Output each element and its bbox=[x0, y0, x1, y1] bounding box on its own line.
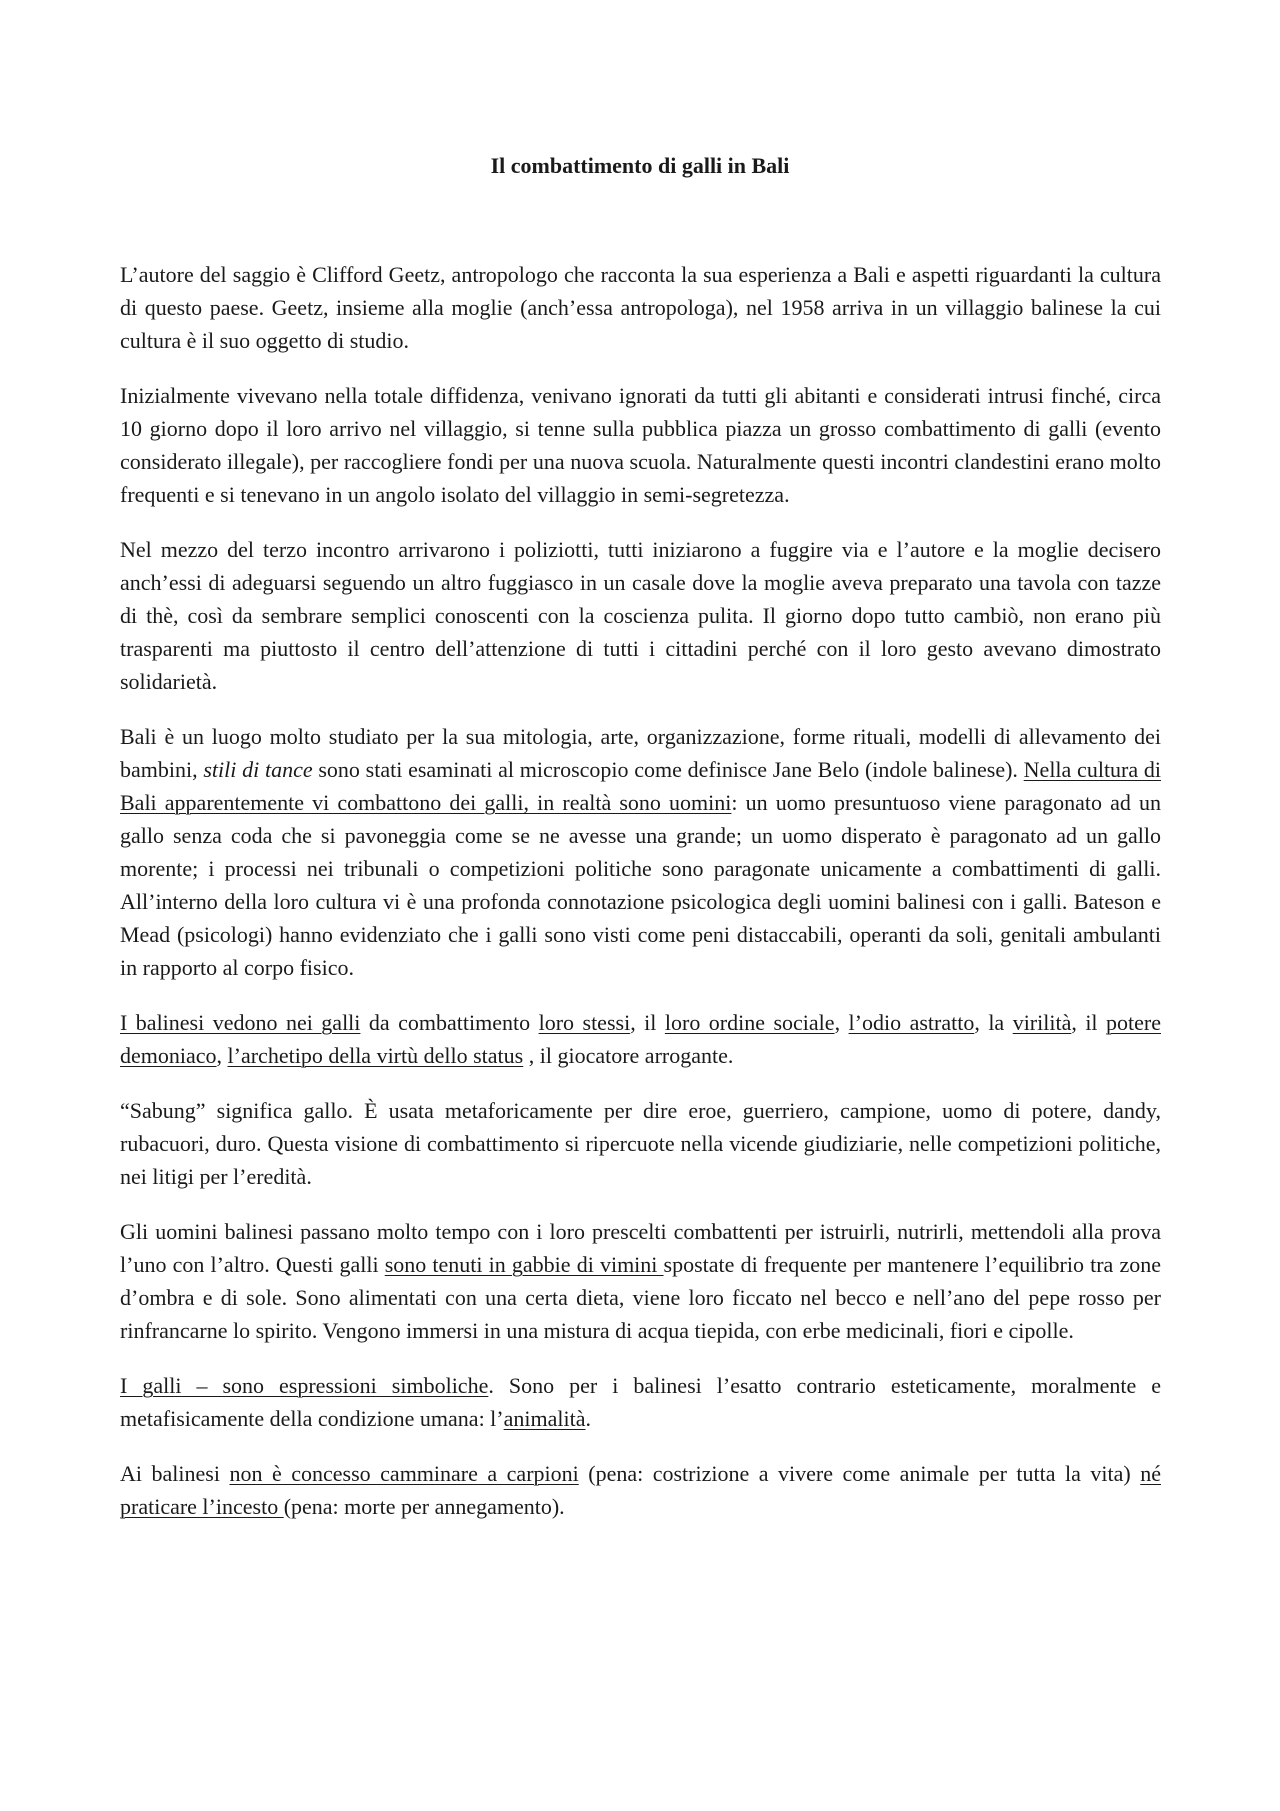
underlined-text: animalità bbox=[503, 1406, 586, 1431]
underlined-text: loro stessi bbox=[538, 1010, 631, 1035]
paragraph bbox=[120, 1457, 1161, 1523]
text-segment: , il giocatore arrogante. bbox=[523, 1043, 734, 1068]
paragraph bbox=[120, 258, 1161, 357]
text-segment: (pena: costrizione a vivere come animale per tutta la vita) bbox=[578, 1461, 1141, 1486]
italic-text: stili di tance bbox=[203, 757, 313, 782]
underlined-text: potere demoniaco bbox=[120, 1010, 1161, 1068]
underlined-text: l’odio astratto bbox=[848, 1010, 975, 1035]
text-segment: L’autore del saggio è Clifford Geetz, antropologo che racconta la sua esperienza a Bali e aspetti riguardanti la cultura di questo paese. Geetz, insieme alla moglie (anch’essa antropologa), nel 1958 arriva in un villaggio balinese la cui cultura è il suo oggetto di studio. bbox=[120, 262, 1161, 353]
text-segment: Nel mezzo del terzo incontro arrivarono i poliziotti, tutti iniziarono a fuggire via e l’autore e la moglie decisero anch’essi di adeguarsi seguendo un altro fuggiasco in un casale dove la moglie aveva preparato una tavola con tazze di thè, così da sembrare semplici conoscenti con la coscienza pulita. Il giorno dopo tutto cambiò, non erano più trasparenti ma piuttosto il centro dell’attenzione di tutti i cittadini perché con il loro gesto avevano dimostrato solidarietà. bbox=[120, 537, 1161, 694]
underlined-text: virilità bbox=[1012, 1010, 1072, 1035]
paragraph bbox=[120, 379, 1161, 511]
paragraph bbox=[120, 1215, 1161, 1347]
text-segment: Ai balinesi bbox=[120, 1461, 230, 1486]
text-segment: (pena: morte per annegamento). bbox=[283, 1494, 565, 1519]
paragraph bbox=[120, 1006, 1161, 1072]
text-segment: , bbox=[834, 1010, 849, 1035]
text-segment: da combattimento bbox=[360, 1010, 539, 1035]
text-segment: “Sabung” significa gallo. È usata metaforicamente per dire eroe, guerriero, campione, uomo di potere, dandy, rubacuori, duro. Questa visione di combattimento si ripercuote nella vicende giudiziarie, nelle competizioni politiche, nei litigi per l’eredità. bbox=[120, 1098, 1161, 1189]
underlined-text: Nella cultura di Bali apparentemente vi combattono dei galli, in realtà sono uomini bbox=[120, 757, 1162, 815]
text-segment: sono stati esaminati al microscopio come definisce Jane Belo (indole balinese). bbox=[312, 757, 1024, 782]
text-segment: Gli uomini balinesi passano molto tempo con i loro prescelti combattenti per istruirli, nutrirli, mettendoli alla prova l’uno con l’altro. Questi galli bbox=[120, 1219, 1161, 1277]
text-segment: : un uomo presuntuoso viene paragonato ad un gallo senza coda che si pavoneggia come se ne avesse una grande; un uomo disperato è paragonato ad un gallo morente; i processi nei tribunali o competizioni politiche sono paragonate unicamente a combattimenti di galli. All’interno della loro cultura vi è una profonda connotazione psicologica degli uomini balinesi con i galli. Bateson e Mead (psicologi) hanno evidenziato che i galli sono visti come peni distaccabili, operanti da soli, genitali ambulanti in rapporto al corpo fisico. bbox=[120, 790, 1161, 980]
document-body bbox=[120, 258, 1161, 1545]
underlined-text: né praticare l’incesto bbox=[120, 1461, 1161, 1519]
underlined-text: non è concesso camminare a carpioni bbox=[229, 1461, 579, 1486]
underlined-text: sono tenuti in gabbie di vimini bbox=[384, 1252, 664, 1277]
text-segment: , il bbox=[1071, 1010, 1107, 1035]
underlined-text: I galli – sono espressioni simboliche bbox=[120, 1373, 489, 1398]
text-segment: , il bbox=[630, 1010, 665, 1035]
paragraph bbox=[120, 533, 1161, 698]
text-segment: Inizialmente vivevano nella totale diffidenza, venivano ignorati da tutti gli abitanti e considerati intrusi finché, circa 10 giorno dopo il loro arrivo nel villaggio, si tenne sulla pubblica piazza un grosso combattimento di galli (evento considerato illegale), per raccogliere fondi per una nuova scuola. Naturalmente questi incontri clandestini erano molto frequenti e si tenevano in un angolo isolato del villaggio in semi-segretezza. bbox=[120, 383, 1161, 507]
paragraph bbox=[120, 1369, 1161, 1435]
document-title: Il combattimento di galli in Bali bbox=[490, 153, 790, 178]
text-segment: . Sono per i balinesi l’esatto contrario esteticamente, moralmente e metafisicamente della condizione umana: l’ bbox=[120, 1373, 1161, 1431]
underlined-text: I balinesi vedono nei galli bbox=[120, 1010, 361, 1035]
text-segment: . bbox=[585, 1406, 591, 1431]
text-segment: Bali è un luogo molto studiato per la sua mitologia, arte, organizzazione, forme rituali, modelli di allevamento dei bambini, bbox=[120, 724, 1161, 782]
text-segment: , bbox=[216, 1043, 228, 1068]
paragraph bbox=[120, 720, 1161, 984]
paragraph bbox=[120, 1094, 1161, 1193]
underlined-text: l’archetipo della virtù dello status bbox=[227, 1043, 524, 1068]
underlined-text: loro ordine sociale bbox=[664, 1010, 835, 1035]
text-segment: , la bbox=[974, 1010, 1013, 1035]
text-segment: spostate di frequente per mantenere l’equilibrio tra zone d’ombra e di sole. Sono alimentati con una certa dieta, viene loro ficcato nel becco e nell’ano del pepe rosso per rinfrancarne lo spirito. Vengono immersi in una mistura di acqua tiepida, con erbe medicinali, fiori e cipolle. bbox=[120, 1252, 1161, 1343]
